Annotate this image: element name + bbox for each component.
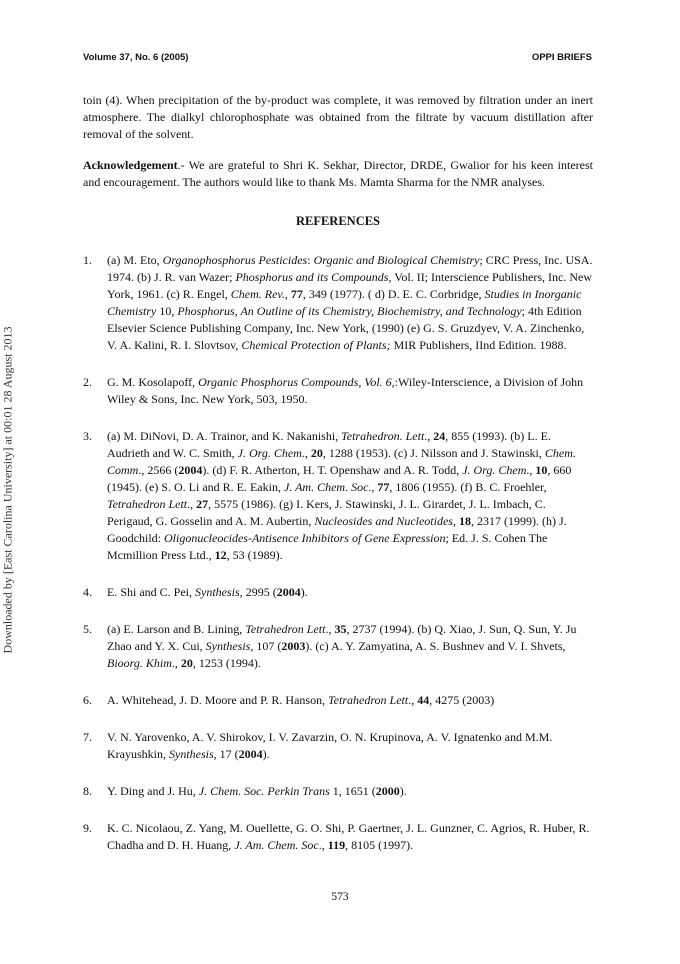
- reference-segment: 2000: [375, 784, 400, 798]
- reference-segment: J. Am. Chem. Soc: [283, 480, 369, 494]
- reference-segment: Tetrahedron. Lett: [341, 429, 425, 443]
- reference-segment: Synthesis: [205, 639, 251, 653]
- reference-text: [107, 783, 593, 800]
- reference-segment: 77: [290, 287, 303, 301]
- reference-segment: 2004: [276, 585, 301, 599]
- reference-text: [107, 252, 593, 354]
- reference-segment: ).: [300, 585, 308, 599]
- reference-segment: 119: [327, 838, 346, 852]
- acknowledgement-title: Acknowledgement: [83, 158, 178, 172]
- reference-text: [107, 729, 593, 763]
- reference-segment: Chem. Comm: [107, 446, 576, 477]
- reference-segment: 10,: [156, 304, 178, 318]
- reference-segment: 20: [180, 656, 193, 670]
- reference-segment: 2004: [238, 747, 263, 761]
- reference-segment: 44: [417, 693, 430, 707]
- reference-segment: Y. Ding and J. Hu,: [107, 784, 199, 798]
- reference-segment: , 2317 (1999). (h) J. Goodchild:: [107, 514, 567, 545]
- reference-segment: J. Chem. Soc. Perkin Trans: [198, 784, 330, 798]
- reference-segment: ).: [262, 747, 270, 761]
- journal-volume: Volume 37, No. 6 (2005): [83, 52, 189, 63]
- reference-item: [83, 584, 593, 601]
- reference-segment: :: [307, 253, 314, 267]
- reference-segment: ). (c) A. Y. Zamyatina, A. S. Bushnev and V. I. Shvets,: [305, 639, 566, 653]
- page-number: 573: [331, 891, 349, 903]
- reference-item: [83, 729, 593, 763]
- reference-number: 8.: [83, 784, 92, 798]
- reference-segment: , 8105 (1997).: [345, 838, 414, 852]
- reference-segment: :Wiley-Interscience, a Division of John Wiley & Sons, Inc. New York, 503, 1950.: [107, 375, 584, 406]
- intro-paragraph: toin (4). When precipitation of the by-product was complete, it was removed by filtration under an inert atmosphere. The dialkyl chlorophosphate was obtained from the filtrate by vacuum distillation after removal of the solvent.: [83, 93, 593, 141]
- reference-segment: (a) M. Eto,: [107, 253, 163, 267]
- reference-segment: K. C. Nicolaou, Z. Yang, M. Ouellette, G. O. Shi, P. Gaertner, J. L. Gunzner, C. Agrios, R. Huber, R. Chadha and D. H. Huang,: [107, 821, 590, 852]
- reference-segment: Phosphorus, An Outline of its Chemistry, Biochemistry, and Technology: [177, 304, 522, 318]
- reference-segment: 27: [196, 497, 209, 511]
- reference-segment: Oligonucleocides-Antisence Inhibitors of Gene Expression: [164, 531, 446, 545]
- reference-text: [107, 621, 593, 672]
- reference-item: [83, 783, 593, 800]
- reference-segment: , 349 (1977). ( d) D. E. C. Corbridge,: [302, 287, 485, 301]
- reference-segment: ; Ed. J. S. Cohen The Mcmillion Press Ltd.,: [107, 531, 548, 562]
- reference-segment: ; 4th Edition Elsevier Science Publishing Company, Inc. New York, (1990) (e) G. S. Gruzdyev, V. A. Zinchenko, V. A. Kalini, R. I. Slovtsov,: [107, 304, 585, 352]
- acknowledgement-text: .- We are grateful to Shri K. Sekhar, Director, DRDE, Gwalior for his keen interest and encouragement. The authors would like to thank Ms. Mamta Sharma for the NMR analyses.: [83, 158, 593, 189]
- references-heading: REFERENCES: [295, 214, 381, 228]
- reference-segment: .,: [325, 622, 335, 636]
- reference-text: [107, 820, 593, 854]
- reference-segment: 2003: [281, 639, 306, 653]
- reference-segment: ).: [399, 784, 407, 798]
- reference-number: 5.: [83, 622, 92, 636]
- reference-segment: .,: [526, 463, 536, 477]
- reference-segment: , 2995 (: [239, 585, 277, 599]
- page-body: [83, 92, 593, 874]
- reference-number: 6.: [83, 693, 92, 707]
- reference-item: [83, 374, 593, 408]
- reference-segment: V. N. Yarovenko, A. V. Shirokov, I. V. Zavarzin, O. N. Krupinova, A. V. Ignatenko and M.M. Krayushkin,: [107, 730, 553, 761]
- reference-segment: ). (d) F. R. Atherton, H. T. Openshaw and A. R. Todd,: [202, 463, 463, 477]
- reference-segment: .,: [368, 480, 378, 494]
- reference-segment: Synthesis: [169, 747, 214, 761]
- reference-text: [107, 692, 593, 709]
- reference-segment: , 1288 (1953). (c) J. Nilsson and J. Stawinski,: [322, 446, 545, 460]
- reference-segment: 10: [535, 463, 548, 477]
- reference-segment: MIR Publishers, IInd Edition. 1988.: [390, 338, 567, 352]
- reference-segment: G. M. Kosolapoff,: [107, 375, 199, 389]
- reference-segment: Vol. II; Interscience Publishers, Inc. New York, 1961. (c) R. Engel,: [107, 270, 592, 301]
- reference-segment: , 5575 (1986). (g) I. Kers, J. Stawinski, J. L. Girardet, J. L. Imbach, C. Perigaud, G. Gosselin and A. M. Aubertin,: [107, 497, 546, 528]
- reference-item: [83, 820, 593, 854]
- reference-segment: Tetrahedron Lett: [107, 497, 188, 511]
- section-name: OPPI BRIEFS: [531, 52, 592, 63]
- reference-segment: , 855 (1993). (b) L. E. Audrieth and W. C. Smith,: [107, 429, 551, 460]
- reference-list: [83, 252, 593, 854]
- reference-segment: , 1806 (1955). (f) B. C. Froehler,: [389, 480, 547, 494]
- reference-number: 9.: [83, 821, 92, 835]
- reference-segment: , 107 (: [250, 639, 282, 653]
- reference-segment: 35: [334, 622, 347, 636]
- reference-segment: .,: [187, 497, 197, 511]
- reference-segment: (a) M. DiNovi, D. A. Trainor, and K. Nakanishi,: [107, 429, 342, 443]
- reference-segment: ,: [284, 287, 291, 301]
- reference-segment: .,: [318, 838, 328, 852]
- reference-text: [107, 584, 593, 601]
- running-header: [83, 52, 592, 63]
- reference-segment: ., 2566 (: [138, 463, 179, 477]
- reference-segment: .,: [408, 693, 418, 707]
- reference-segment: J. Org. Chem: [462, 463, 527, 477]
- reference-number: 7.: [83, 730, 92, 744]
- reference-segment: , 53 (1989).: [226, 548, 283, 562]
- reference-segment: 2004: [178, 463, 203, 477]
- reference-segment: 18: [458, 514, 471, 528]
- reference-number: 1.: [83, 253, 92, 267]
- reference-segment: (a) E. Larson and B. Lining,: [107, 622, 246, 636]
- reference-segment: 24: [433, 429, 446, 443]
- reference-segment: , 660 (1945). (e) S. O. Li and R. E. Eakin,: [107, 463, 572, 494]
- acknowledgement-paragraph: [83, 157, 593, 191]
- reference-segment: Studies in Inorganic Chemistry: [107, 287, 582, 318]
- reference-segment: J. Org. Chem: [237, 446, 302, 460]
- reference-segment: A. Whitehead, J. D. Moore and P. R. Hanson,: [107, 693, 329, 707]
- reference-segment: , 4275 (2003): [429, 693, 495, 707]
- reference-number: 2.: [83, 375, 92, 389]
- reference-segment: Tetrahedron Lett: [245, 622, 326, 636]
- reference-text: [107, 374, 593, 408]
- reference-segment: Organophosphorus Pesticides: [162, 253, 308, 267]
- reference-segment: ,: [452, 514, 459, 528]
- download-watermark-text: Downloaded by [East Carolina University] at 00:01 28 August 2013: [0, 326, 15, 654]
- reference-item: [83, 692, 593, 709]
- reference-segment: , 1253 (1994).: [192, 656, 261, 670]
- reference-segment: , 2737 (1994). (b) Q. Xiao, J. Sun, Q. Sun, Y. Ju Zhao and Y. X. Cui,: [107, 622, 577, 653]
- reference-item: [83, 252, 593, 354]
- reference-segment: 12: [214, 548, 227, 562]
- reference-segment: Tetrahedron Lett: [328, 693, 409, 707]
- reference-segment: .,: [301, 446, 311, 460]
- reference-segment: 77: [377, 480, 390, 494]
- reference-segment: J. Am. Chem. Soc: [234, 838, 319, 852]
- reference-segment: ; CRC Press, Inc. USA. 1974. (b) J. R. van Wazer;: [107, 253, 593, 284]
- reference-number: 3.: [83, 429, 92, 443]
- reference-segment: Organic Phosphorus Compounds, Vol. 6,: [198, 375, 395, 389]
- download-watermark: [0, 300, 18, 680]
- reference-item: [83, 428, 593, 564]
- reference-segment: E. Shi and C. Pei,: [107, 585, 196, 599]
- reference-segment: 20: [310, 446, 323, 460]
- reference-segment: 1, 1651 (: [329, 784, 376, 798]
- reference-segment: , 17 (: [213, 747, 239, 761]
- reference-segment: Synthesis: [195, 585, 240, 599]
- reference-item: [83, 621, 593, 672]
- reference-segment: .,: [171, 656, 181, 670]
- reference-segment: Phosphorus and its Compounds,: [235, 270, 392, 284]
- reference-segment: .,: [424, 429, 434, 443]
- reference-text: [107, 428, 593, 564]
- reference-segment: Organic and Biological Chemistry: [313, 253, 480, 267]
- reference-segment: Chem. Rev.: [230, 287, 285, 301]
- reference-number: 4.: [83, 585, 92, 599]
- reference-segment: Bioorg. Khim: [107, 656, 172, 670]
- reference-segment: Chemical Protection of Plants;: [241, 338, 391, 352]
- reference-segment: Nucleosides and Nucleotides: [314, 514, 453, 528]
